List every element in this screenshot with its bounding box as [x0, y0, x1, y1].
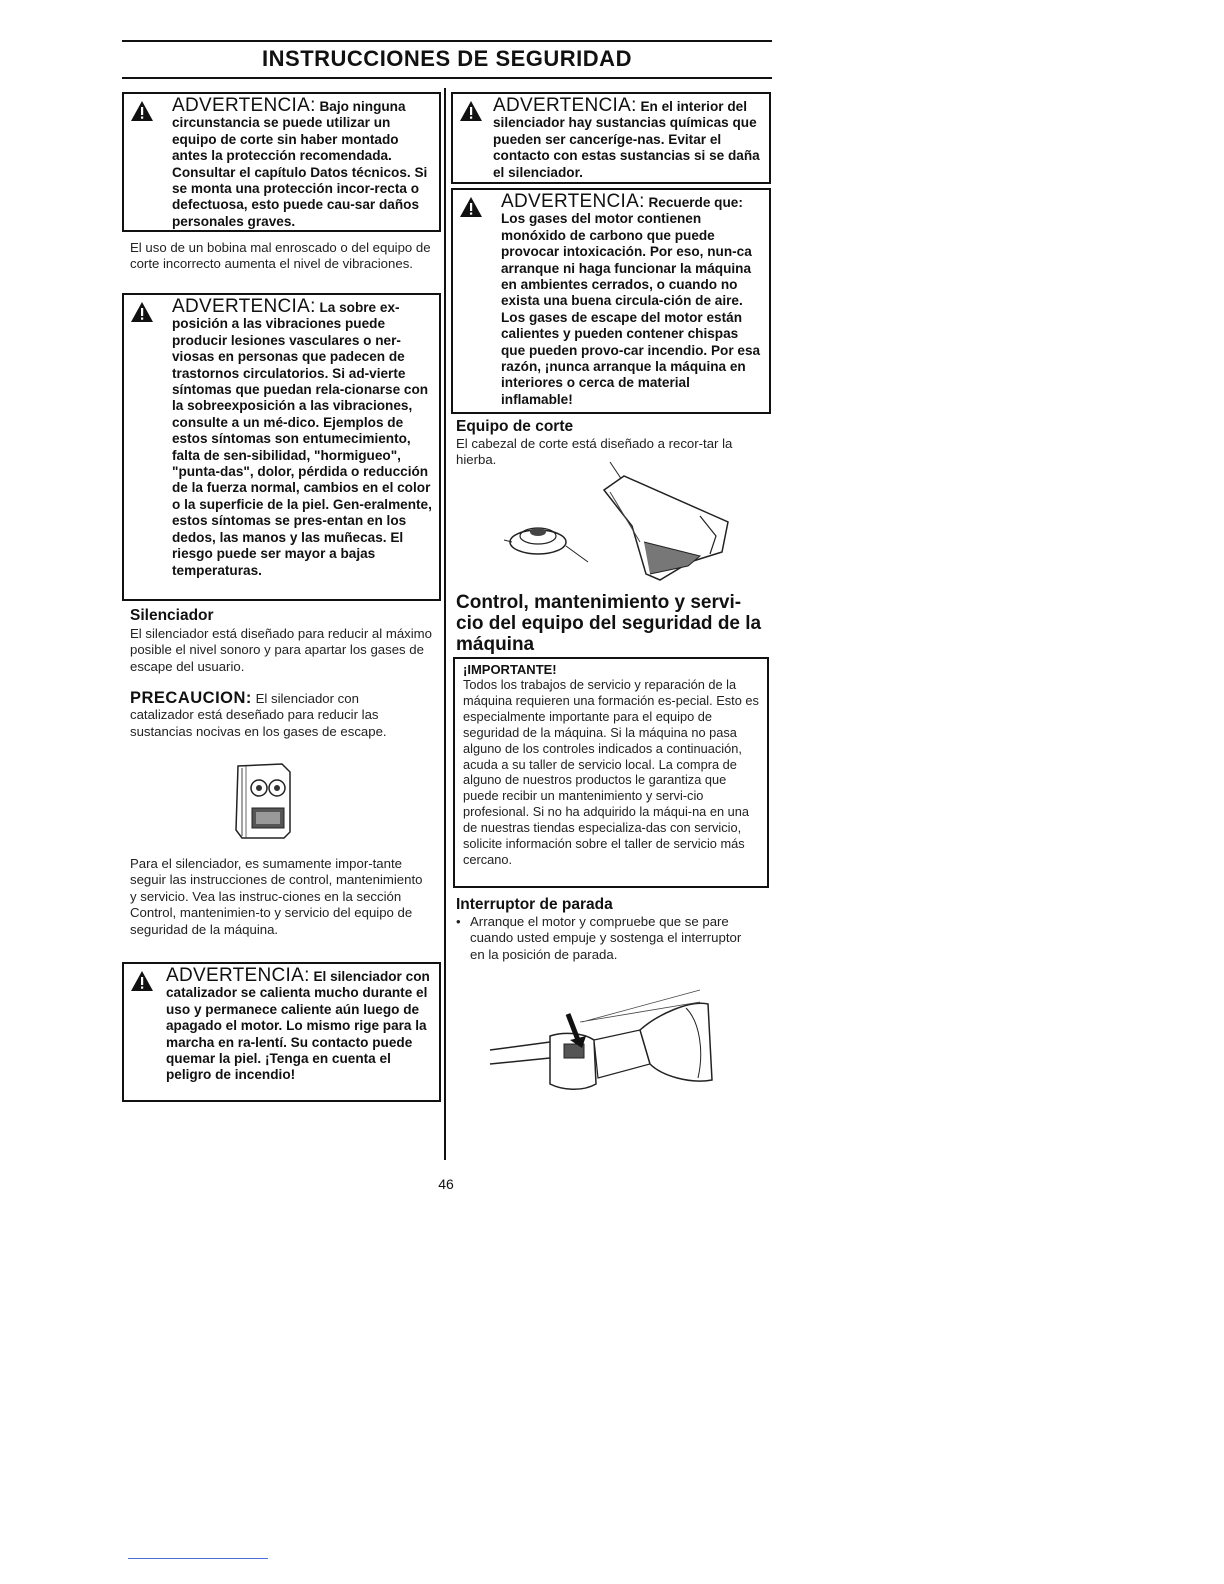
stop-switch-illustration [490, 992, 730, 1102]
warning-triangle-icon [459, 196, 483, 218]
warning-box-hot-muffler [122, 962, 441, 1102]
equipo-text: El cabezal de corte está diseñado a recor-tar la hierba. [456, 436, 733, 468]
title-rule [122, 77, 772, 79]
importante-label: ¡IMPORTANTE! [463, 662, 557, 677]
warning-label: ADVERTENCIA: [493, 95, 637, 116]
warning-box-carcinogenic [451, 92, 771, 184]
page-number: 46 [438, 1176, 454, 1192]
warning-lead: El silenciador [313, 969, 402, 984]
interruptor-heading: Interruptor de parada [456, 896, 613, 913]
warning-text: circunstancia se puede utilizar un equipo de corte sin haber montado antes la protección recomendada. Consultar el capítulo Datos técnicos. Si se monta una protección incor-recta o defectuosa, esto puede cau-sar daños personales graves. [172, 115, 428, 229]
warning-triangle-icon [130, 970, 154, 992]
bullet-marker: • [456, 914, 461, 929]
equipo-heading: Equipo de corte [456, 418, 574, 435]
warning-box-vibrations [122, 293, 441, 601]
precaucion-text: El silenciador con catalizador está deseñado para reducir las sustancias nocivas en los gases de escape. [130, 691, 387, 739]
warning-text: posición a las vibraciones puede producir lesiones vasculares o ner-viosas en personas que padecen de trastornos circulatorios. Si ad-vierte síntomas que puedan rela-cionarse con la sobreexposición a las vibraciones, consulte a un mé-dico. Ejemplos de estos síntomas son entumecimiento, falta de sen-sibilidad, "hormigueo", "punta-das", dolor, pérdida o reducción de la fuerza normal, cambios en el color o la superficie de la piel. Gen-eralmente, estos síntomas se pres-entan en los dedos, las manos y las muñecas. El riesgo puede ser mayor a bajas temperaturas. [172, 316, 432, 578]
warning-lead: En el interior [640, 99, 724, 114]
warning-lead: Bajo ninguna [319, 99, 406, 114]
precaucion-paragraph [130, 690, 410, 740]
cutting-head-illustration [500, 462, 760, 587]
warning-box-protection [122, 92, 441, 232]
footer-rule [128, 1558, 268, 1559]
muffler-service-paragraph: Para el silenciador, es sumamente impor-tante seguir las instrucciones de control, mantenimiento y servicio. Vea las instruc-ciones en la sección Control, mantenimien-to y servicio del equipo de seguridad de la máquina. [130, 856, 423, 937]
warning-label: ADVERTENCIA: [501, 191, 645, 212]
precaucion-label: PRECAUCION: [130, 689, 252, 707]
warning-label: ADVERTENCIA: [172, 95, 316, 116]
warning-text: Los gases del motor contienen monóxido de carbono que puede provocar intoxicación. Por eso, nun-ca arranque ni haga funcionar la máquina en ambientes cerrados, o cuando no exista una buena circula-ción de aire. Los gases de escape del motor están calientes y pueden contener chispas que pueden provo-car incendio. Por esa razón, ¡nunca arranque la máquina en interiores o cerca de material inflamable! [501, 211, 761, 407]
importante-text: Todos los trabajos de servicio y reparación de la máquina requieren una formación es-pecial. Esto es especialmente importante para el equipo de seguridad de la máquina. Si la máquina no pasa alguno de los controles indicados a continuación, acuda a su taller de servicio local. La compra de alguno de nuestros productos le garantiza que puede recibir un mantenimiento y servi-cio profesional. Si no ha adquirido la máqui-na en una de nuestras tiendas especializa-das con servicio, solicite información sobre el taller de servicio más cercano. [463, 677, 759, 867]
warning-triangle-icon [130, 100, 154, 122]
column-divider [444, 88, 446, 1160]
silenciador-text: El silenciador está diseñado para reducir al máximo posible el nivel sonoro y para apartar los gases de escape del usuario. [130, 626, 432, 674]
warning-text: con catalizador se calienta mucho durante el uso y permanece caliente aún luego de apagado el motor. Lo mismo rige para la marcha en ra-lentí. Su contacto puede quemar la piel. ¡Tenga en cuenta el peligro de incendio! [166, 969, 430, 1083]
warning-label: ADVERTENCIA: [166, 965, 310, 986]
interruptor-bullet [456, 914, 761, 963]
top-rule [122, 40, 772, 42]
catalytic-muffler-illustration [232, 760, 294, 842]
silenciador-heading: Silenciador [130, 607, 214, 624]
warning-box-exhaust [451, 188, 771, 414]
page-title: INSTRUCCIONES DE SEGURIDAD [262, 46, 632, 71]
control-section-heading: Control, mantenimiento y servi-cio del equipo del seguridad de la máquina [456, 592, 762, 655]
warning-triangle-icon [130, 301, 154, 323]
warning-triangle-icon [459, 100, 483, 122]
warning-lead: Recuerde que: [648, 195, 743, 210]
importante-box [453, 657, 769, 888]
warning-lead: La sobre ex- [319, 300, 400, 315]
vibration-paragraph: El uso de un bobina mal enroscado o del equipo de corte incorrecto aumenta el nivel de vibraciones. [130, 240, 431, 272]
warning-label: ADVERTENCIA: [172, 296, 316, 317]
warning-text: del silenciador hay sustancias químicas que pueden ser cancerígе-nas. Evitar el contacto con estas sustancias si se daña el silenciador. [493, 99, 760, 180]
interruptor-text: Arranque el motor y compruebe que se pare cuando usted empuje y sostenga el interruptor en la posición de parada. [470, 914, 742, 962]
